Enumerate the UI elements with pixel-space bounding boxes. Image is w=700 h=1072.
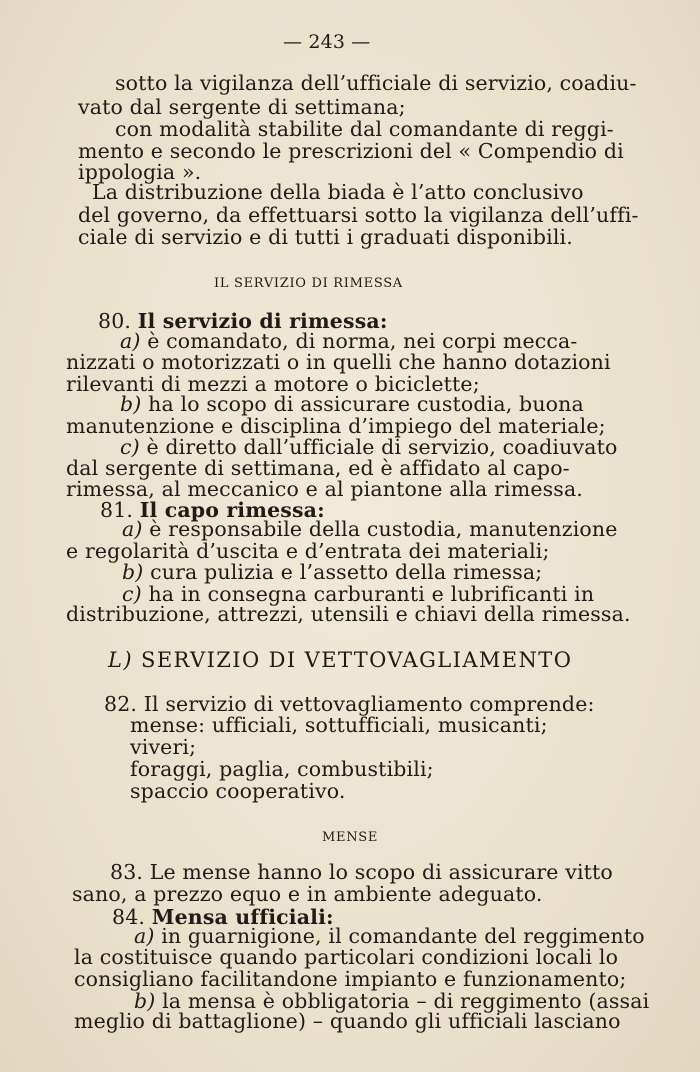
text-line — [122, 560, 542, 584]
item-letter: a) — [120, 329, 141, 353]
text-line: ippologia ». — [78, 160, 202, 184]
text-line: sano, a prezzo equo e in ambiente adeguato. — [72, 882, 543, 906]
text-line — [120, 392, 584, 416]
text-line: meglio di battaglione) – quando gli ufficiali lasciano — [74, 1009, 621, 1033]
list-item: viveri; — [130, 735, 197, 759]
item-text: ha lo scopo di assicurare custodia, buona — [148, 392, 584, 416]
item-letter: a) — [122, 517, 143, 541]
section-heading — [108, 648, 572, 672]
text-line: ciale di servizio e di tutti i graduati disponibili. — [78, 225, 573, 249]
text-line: dal sergente di settimana, ed è affidato al capo- — [66, 456, 570, 480]
text-line: nizzati o motorizzati o in quelli che hanno dotazioni — [66, 350, 611, 374]
text-line: consigliano facilitandone impianto e funzionamento; — [74, 967, 627, 991]
text-line: la costituisce quando particolari condizioni locali lo — [74, 945, 619, 969]
item-text: in guarnigione, il comandante del reggimento — [161, 924, 645, 948]
text-line — [122, 517, 618, 541]
section-title: SERVIZIO DI VETTOVAGLIAMENTO — [141, 648, 573, 672]
paragraph-number: 80. — [98, 309, 132, 333]
text-line: La distribuzione della biada è l’atto conclusivo — [92, 180, 584, 204]
item-letter: c) — [120, 435, 140, 459]
item-text: cura pulizia e l’assetto della rimessa; — [150, 560, 543, 584]
item-letter: b) — [120, 392, 142, 416]
page-number: — 243 — — [283, 31, 371, 53]
list-item: mense: ufficiali, sottufficiali, musicanti; — [130, 713, 548, 737]
text-line: 82. Il servizio di vettovagliamento comprende: — [104, 692, 595, 716]
list-item: foraggi, paglia, combustibili; — [130, 757, 434, 781]
paragraph-title: Mensa ufficiali: — [151, 905, 334, 929]
text-line: 83. Le mense hanno lo scopo di assicurare vitto — [110, 860, 613, 884]
text-line: rilevanti di mezzi a motore o biciclette; — [66, 372, 480, 396]
text-line: distribuzione, attrezzi, utensili e chiavi della rimessa. — [66, 602, 631, 626]
item-text: è responsabile della custodia, manutenzione — [149, 517, 618, 541]
text-line: rimessa, al meccanico e al piantone alla rimessa. — [66, 477, 583, 501]
text-line: con modalità stabilite dal comandante di reggi- — [115, 117, 614, 141]
item-text: la mensa è obbligatoria – di reggimento (assai — [162, 989, 650, 1013]
text-line: del governo, da effettuarsi sotto la vigilanza dell’uffi- — [78, 203, 639, 227]
item-letter: b) — [134, 989, 156, 1013]
text-line: sotto la vigilanza dell’ufficiale di servizio, coadiu- — [115, 71, 637, 95]
paragraph-number: 84. — [112, 905, 146, 929]
paragraph-title: Il capo rimessa: — [139, 498, 325, 522]
item-letter: a) — [134, 924, 155, 948]
section-letter: L) — [108, 648, 133, 672]
text-line: manutenzione e disciplina d’impiego del materiale; — [66, 414, 606, 438]
text-line: vato dal sergente di settimana; — [78, 95, 406, 119]
text-line: mento e secondo le prescrizioni del « Compendio di — [78, 139, 624, 163]
text-line: e regolarità d’uscita e d’entrata dei materiali; — [66, 539, 550, 563]
paragraph-title: Il servizio di rimessa: — [137, 309, 388, 333]
item-text: ha in consegna carburanti e lubrificanti in — [148, 582, 595, 606]
subheading-mense: MENSE — [322, 830, 379, 845]
list-item: spaccio cooperativo. — [130, 779, 346, 803]
paragraph-number: 81. — [100, 498, 134, 522]
item-letter: b) — [122, 560, 144, 584]
item-letter: c) — [122, 582, 142, 606]
subheading-rimessa: IL SERVIZIO DI RIMESSA — [214, 276, 403, 291]
item-text: è diretto dall’ufficiale di servizio, coadiuvato — [146, 435, 618, 459]
item-text: è comandato, di norma, nei corpi mecca- — [147, 329, 578, 353]
